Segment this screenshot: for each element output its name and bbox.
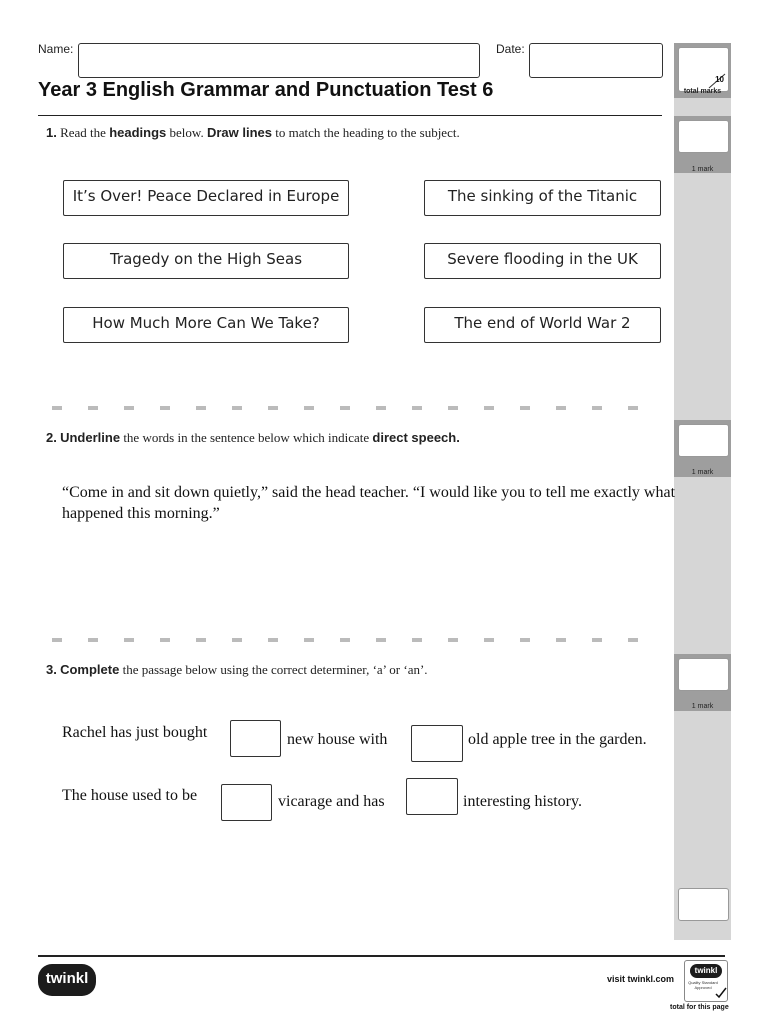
q1-instr-d: Draw lines <box>206 125 272 140</box>
q1-number: 1. <box>46 125 57 140</box>
visit-link[interactable]: visit twinkl.com <box>607 974 675 984</box>
q3-s1-part-b: new house with <box>287 731 388 748</box>
subject-box-1[interactable]: The sinking of the Titanic <box>424 180 661 216</box>
header-rule <box>38 115 662 116</box>
q2-mark-box[interactable] <box>678 424 729 457</box>
marks-gutter <box>674 43 731 940</box>
q1-mark-label: 1 mark <box>691 166 714 173</box>
q3-number: 3. <box>46 662 57 677</box>
q3-s2-part-b: vicarage and has <box>278 793 385 810</box>
q3-instr-b: the passage below using the correct determiner, ‘a’ or ‘an’. <box>122 662 428 677</box>
q3-answer-box-2[interactable] <box>411 725 463 762</box>
page-title: Year 3 English Grammar and Punctuation Test 6 <box>38 79 494 101</box>
q2-mark-label: 1 mark <box>691 469 714 476</box>
quality-badge <box>684 960 728 1002</box>
badge-text: Quality Standard Approved <box>688 980 718 990</box>
q1-instruction <box>46 125 460 141</box>
heading-box-3[interactable]: How Much More Can We Take? <box>63 307 349 343</box>
q1-instr-c: below. <box>169 125 204 140</box>
q1-instr-a: Read the <box>60 125 106 140</box>
heading-box-1[interactable]: It’s Over! Peace Declared in Europe <box>63 180 349 216</box>
q3-answer-box-1[interactable] <box>230 720 281 757</box>
section-divider-1 <box>52 406 664 410</box>
q3-answer-box-3[interactable] <box>221 784 272 821</box>
q3-instr-a: Complete <box>60 662 120 677</box>
q2-sentence-line-2[interactable]: happened this morning.” <box>62 505 220 522</box>
footer-rule <box>38 955 725 957</box>
q1-mark-box[interactable] <box>678 120 729 153</box>
q2-instruction <box>46 430 460 446</box>
q3-instruction <box>46 662 428 678</box>
q3-s1-part-a: Rachel has just bought <box>62 724 208 741</box>
q2-instr-b: the words in the sentence below which indicate <box>123 430 370 445</box>
q2-sentence-line-1[interactable]: “Come in and sit down quietly,” said the head teacher. “I would like you to tell me exactly what <box>62 484 676 501</box>
date-label: Date: <box>496 42 525 56</box>
subject-box-3[interactable]: The end of World War 2 <box>424 307 661 343</box>
q1-instr-b: headings <box>109 125 167 140</box>
total-marks-box[interactable] <box>678 47 729 92</box>
twinkl-logo: twinkl <box>38 964 96 996</box>
badge-logo: twinkl <box>690 964 722 978</box>
subject-box-2[interactable]: Severe flooding in the UK <box>424 243 661 279</box>
total-marks-divider <box>679 48 728 91</box>
name-label: Name: <box>38 42 74 56</box>
q3-s2-part-a: The house used to be <box>62 787 198 804</box>
name-field[interactable] <box>78 43 480 78</box>
total-marks-label: total marks <box>683 88 722 95</box>
q3-mark-label: 1 mark <box>691 703 714 710</box>
q2-instr-a: Underline <box>60 430 121 445</box>
page-total-box[interactable] <box>678 888 729 921</box>
q3-s1-part-c: old apple tree in the garden. <box>468 731 647 748</box>
heading-box-2[interactable]: Tragedy on the High Seas <box>63 243 349 279</box>
q3-answer-box-4[interactable] <box>406 778 458 815</box>
date-field[interactable] <box>529 43 663 78</box>
q2-number: 2. <box>46 430 57 445</box>
q3-s2-part-c: interesting history. <box>463 793 582 810</box>
q2-instr-c: direct speech. <box>372 430 460 445</box>
q3-mark-box[interactable] <box>678 658 729 691</box>
total-marks-value: 10 <box>715 75 724 84</box>
q1-instr-e: to match the heading to the subject. <box>275 125 460 140</box>
total-for-page-label: total for this page <box>670 1004 729 1011</box>
check-icon <box>715 987 727 999</box>
section-divider-2 <box>52 638 664 642</box>
